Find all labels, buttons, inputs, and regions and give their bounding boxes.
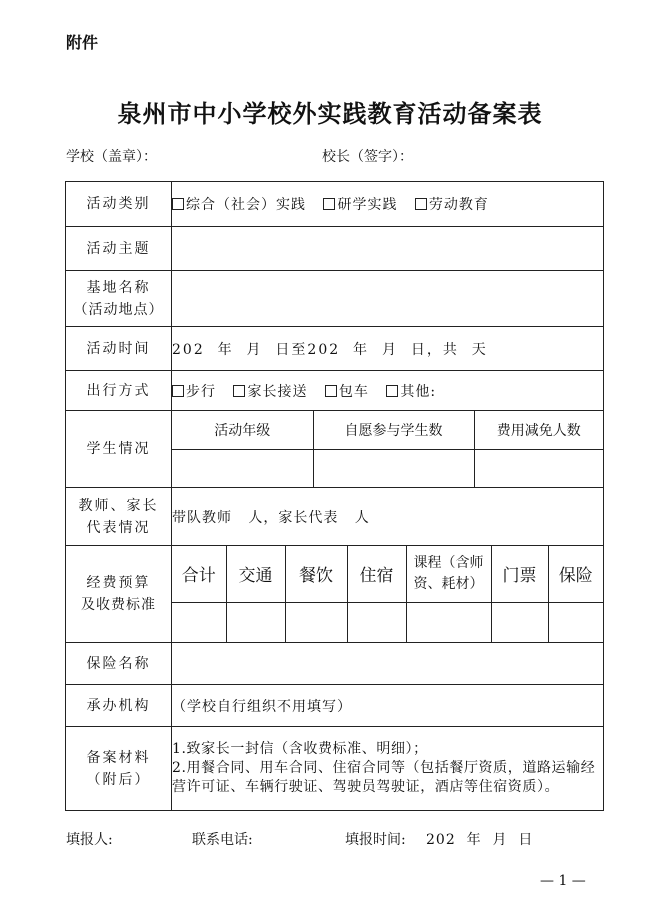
option-text: 综合（社会）实践 [186,197,306,213]
label-line: 及收费标准 [81,597,156,613]
fee-col-header: 门票 [491,546,548,602]
label-line: 教师、家长 [78,497,159,514]
principal-sign-label: 校长（签字）： [322,149,413,165]
activity-theme-field[interactable] [172,227,604,271]
fee-value-cell[interactable] [491,602,548,642]
organizer-field[interactable]: （学校自行组织不用填写） [172,685,604,727]
students-subtable [172,411,603,487]
students-grade-cell[interactable] [172,449,313,487]
activity-type-option[interactable] [323,197,397,213]
option-text: 劳动教育 [428,197,489,213]
fees-label [66,546,172,643]
activity-theme-label: 活动主题 [66,227,172,271]
activity-type-option[interactable] [415,197,489,213]
option-text: 步行 [186,383,216,400]
row-materials [66,727,604,811]
attachment-label: 附件 [66,33,99,52]
students-label: 学生情况 [66,411,172,488]
fee-value-cell[interactable] [347,602,406,642]
activity-type-option[interactable] [172,197,306,213]
teachers-field[interactable]: 带队教师 人，家长代表 人 [172,488,604,546]
label-line: 备案材料 [86,749,151,766]
materials-item: 2.用餐合同、用车合同、住宿合同等（包括餐厅资质，道路运输经营许可证、车辆行驶证、驾驶员驾驶证，酒店等住宿资质）。 [172,760,596,795]
date-value[interactable]: 202 年 月 日 [426,832,534,848]
checkbox-icon[interactable] [172,385,184,397]
row-activity-time [66,327,604,371]
fee-value-cell[interactable] [406,602,491,642]
students-col-header: 活动年级 [214,422,271,439]
fee-value-cell[interactable] [285,602,347,642]
row-insurance [66,643,604,685]
row-students [66,411,604,488]
row-organizer [66,685,604,727]
fee-col-header: 保险 [548,546,603,602]
teachers-label [66,488,172,546]
page-number: — 1 — [540,873,586,889]
organizer-label: 承办机构 [66,685,172,727]
fee-col-header: 合计 [181,566,216,587]
checkbox-icon[interactable] [233,385,245,397]
label-line: 经费预算 [86,575,151,591]
travel-mode-option[interactable] [325,384,369,400]
option-text: 其他: [400,383,437,400]
insurance-label: 保险名称 [66,643,172,685]
students-col-header: 自愿参与学生数 [313,411,474,449]
row-travel-mode [66,371,604,411]
checkbox-icon[interactable] [323,198,335,210]
page-title: 泉州市中小学校外实践教育活动备案表 [117,99,543,128]
filing-form-table [65,181,604,811]
label-line: （附后） [86,771,151,788]
activity-time-label: 活动时间 [66,327,172,371]
row-base-name [66,271,604,327]
row-activity-type [66,182,604,227]
date-label: 填报时间: [345,832,406,848]
travel-mode-option[interactable] [386,384,436,400]
fee-value-cell[interactable] [226,602,285,642]
row-teachers [66,488,604,546]
checkbox-icon[interactable] [325,385,337,397]
activity-type-options [172,182,604,227]
row-activity-theme [66,227,604,271]
fee-value-cell[interactable] [172,602,226,642]
label-line: 基地名称 [86,279,151,296]
travel-mode-option[interactable] [233,384,307,400]
students-count-cell[interactable] [313,449,474,487]
checkbox-icon[interactable] [386,385,398,397]
materials-item: 1.致家长一封信（含收费标准、明细）； [172,741,428,757]
checkbox-icon[interactable] [415,198,427,210]
insurance-field[interactable] [172,643,604,685]
fees-subtable [172,546,603,642]
school-seal-label: 学校（盖章）： [66,149,157,165]
label-line: （活动地点） [73,301,164,318]
students-waiver-cell[interactable] [474,449,603,487]
fees-grid [172,546,604,643]
travel-mode-option[interactable] [172,384,216,400]
activity-time-field[interactable]: 202 年 月 日至202 年 月 日，共 天 [172,327,604,371]
travel-mode-label: 出行方式 [66,371,172,411]
fee-col-header: 住宿 [347,546,406,602]
phone-label: 联系电话: [192,832,253,848]
materials-label [66,727,172,811]
fee-value-cell[interactable] [548,602,603,642]
travel-mode-options [172,371,604,411]
materials-field [172,727,604,811]
filler-label: 填报人: [66,832,113,848]
base-name-label [66,271,172,327]
checkbox-icon[interactable] [172,198,184,210]
option-text: 家长接送 [247,383,308,400]
label-line: 代表情况 [86,519,151,536]
base-name-field[interactable] [172,271,604,327]
students-col-header: 费用减免人数 [474,411,603,449]
activity-type-label: 活动类别 [66,182,172,227]
fee-col-header: 餐饮 [285,546,347,602]
fee-col-header: 交通 [226,546,285,602]
option-text: 研学实践 [337,197,398,213]
row-fees [66,546,604,643]
option-text: 包车 [338,383,369,400]
fee-col-header: 课程（含师资、耗材） [406,546,491,602]
students-grid [172,411,604,488]
